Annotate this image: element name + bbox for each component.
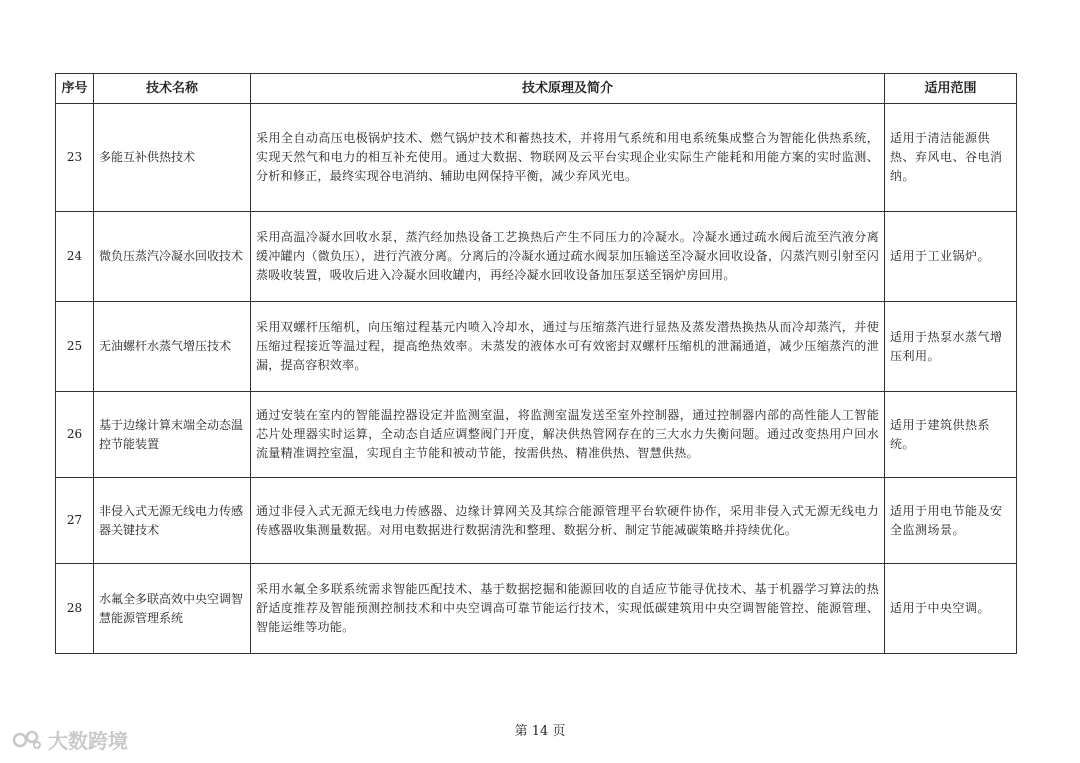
row-description: 采用水氟全多联系统需求智能匹配技术、基于数据挖掘和能源回收的自适应节能寻优技术、基于机器学习算法的热舒适度推荐及智能预测控制技术和中央空调高可靠节能运行技术，实现低碳建筑用中央空调智能管控、能源管理、智能运维等功能。 [251,564,885,654]
row-name: 微负压蒸汽冷凝水回收技术 [94,212,251,302]
watermark-text: 大数跨境 [48,729,128,753]
row-description: 采用全自动高压电极锅炉技术、燃气锅炉技术和蓄热技术，并将用气系统和用电系统集成整合为智能化供热系统，实现天然气和电力的相互补充使用。通过大数据、物联网及云平台实现企业实际生产能耗和用能方案的实时监测、分析和修正，最终实现谷电消纳、辅助电网保持平衡，减少弃风光电。 [251,104,885,212]
row-description: 采用高温冷凝水回收水泵，蒸汽经加热设备工艺换热后产生不同压力的冷凝水。冷凝水通过疏水阀后流至汽液分离缓冲罐内（微负压），进行汽液分离。分离后的冷凝水通过疏水阀泵加压输送至冷凝水回收设备，闪蒸汽则引射至闪蒸吸收装置，吸收后进入冷凝水回收罐内，再经冷凝水回收设备加压泵送至锅炉房回用。 [251,212,885,302]
header-name: 技术名称 [94,74,251,104]
header-index: 序号 [56,74,94,104]
table-row [56,302,1017,392]
row-name: 基于边缘计算末端全动态温控节能装置 [94,392,251,478]
row-description: 通过安装在室内的智能温控器设定并监测室温，将监测室温发送至室外控制器，通过控制器内部的高性能人工智能芯片处理器实时运算，全动态自适应调整阀门开度，解决供热管网存在的三大水力失衡问题。通过改变热用户回水流量精准调控室温，实现自主节能和被动节能，按需供热、精准供热、智慧供热。 [251,392,885,478]
header-scope: 适用范围 [885,74,1017,104]
header-description: 技术原理及简介 [251,74,885,104]
row-name: 水氟全多联高效中央空调智慧能源管理系统 [94,564,251,654]
row-name: 非侵入式无源无线电力传感器关键技术 [94,478,251,564]
row-scope: 适用于清洁能源供热、弃风电、谷电消纳。 [885,104,1017,212]
watermark-logo-icon [12,728,42,752]
row-index: 27 [56,478,94,564]
row-scope: 适用于建筑供热系统。 [885,392,1017,478]
row-description: 采用双螺杆压缩机，向压缩过程基元内喷入冷却水，通过与压缩蒸汽进行显热及蒸发潜热换热从而冷却蒸汽，并使压缩过程接近等温过程，提高绝热效率。未蒸发的液体水可有效密封双螺杆压缩机的泄漏通道，减少压缩蒸汽的泄漏，提高容积效率。 [251,302,885,392]
row-description: 通过非侵入式无源无线电力传感器、边缘计算网关及其综合能源管理平台软硬件协作，采用非侵入式无源无线电力传感器收集测量数据。对用电数据进行数据清洗和整理、数据分析、制定节能减碳策略并持续优化。 [251,478,885,564]
row-scope: 适用于工业锅炉。 [885,212,1017,302]
row-index: 26 [56,392,94,478]
row-index: 23 [56,104,94,212]
row-index: 24 [56,212,94,302]
table-row [56,212,1017,302]
watermark [12,725,128,754]
row-scope: 适用于中央空调。 [885,564,1017,654]
row-name: 多能互补供热技术 [94,104,251,212]
row-index: 25 [56,302,94,392]
table-row [56,104,1017,212]
technology-table [55,73,1017,654]
page-number: 第 14 页 [514,724,566,739]
table-row [56,564,1017,654]
row-scope: 适用于热泵水蒸气增压利用。 [885,302,1017,392]
table-row [56,392,1017,478]
table-header-row [56,74,1017,104]
row-name: 无油螺杆水蒸气增压技术 [94,302,251,392]
row-scope: 适用于用电节能及安全监测场景。 [885,478,1017,564]
table-row [56,478,1017,564]
row-index: 28 [56,564,94,654]
